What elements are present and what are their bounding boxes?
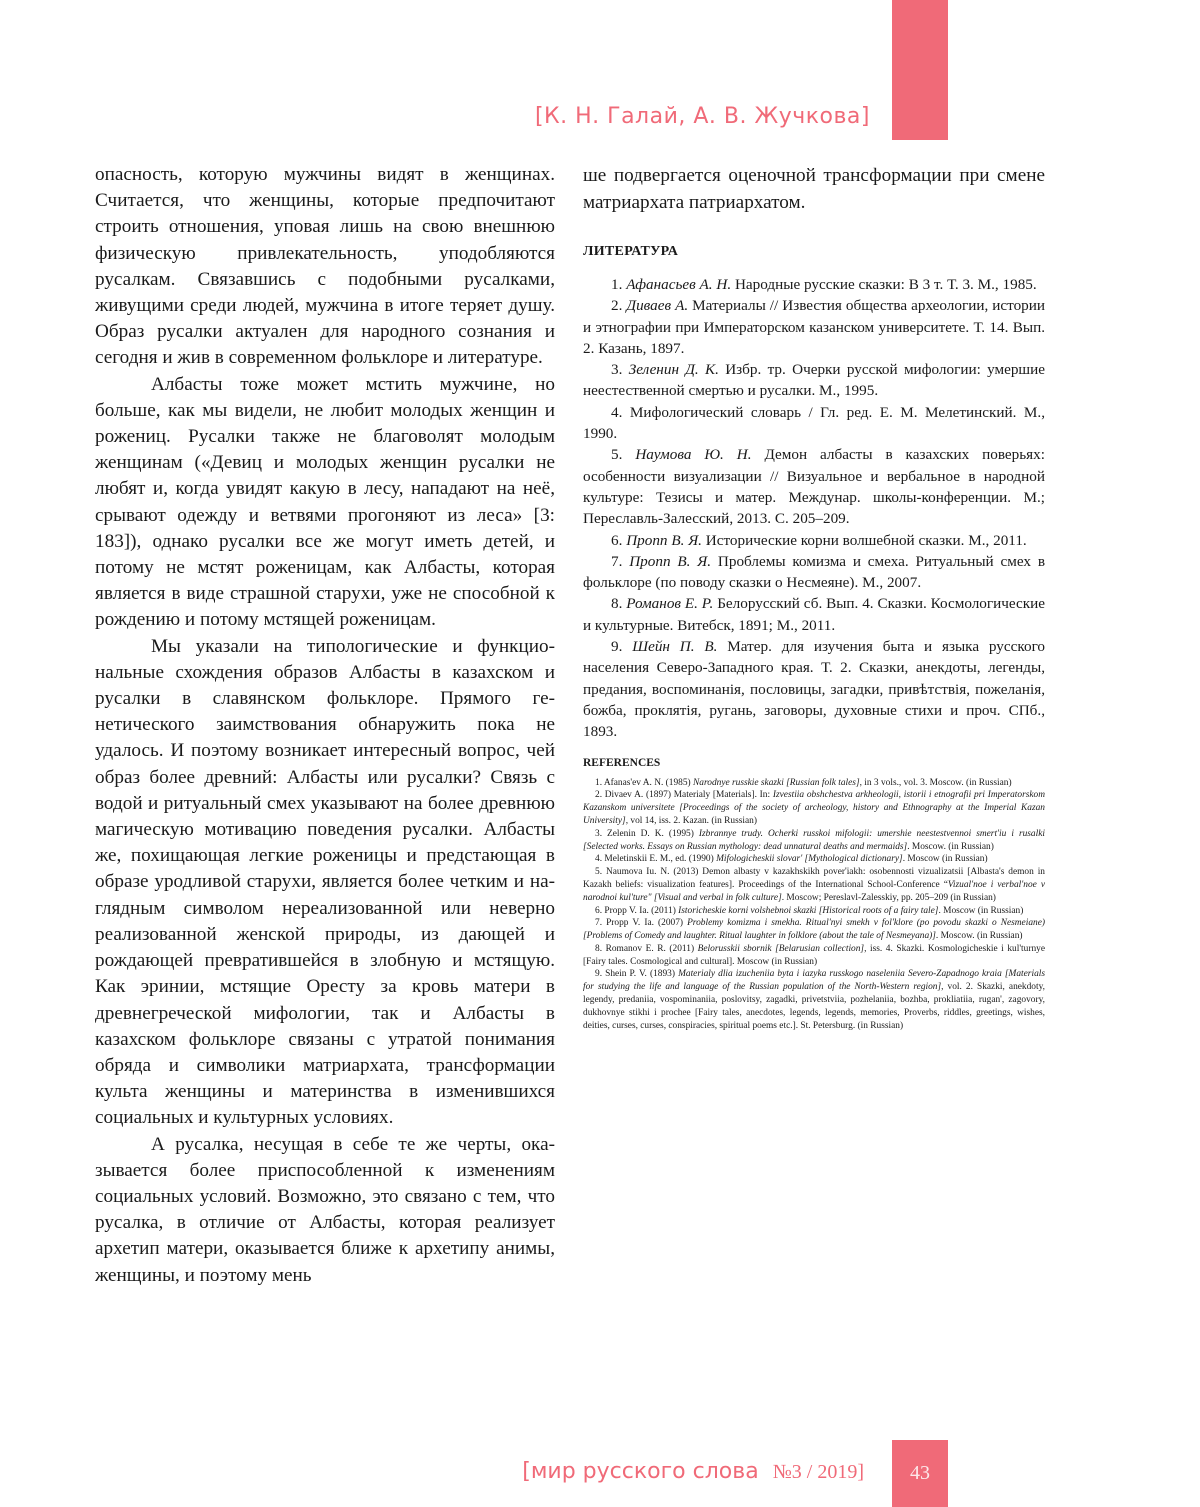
reference-entry-number: 3.: [595, 828, 603, 839]
reference-entry-tail: , vol 14, iss. 2. Kazan. (in Russian): [625, 815, 757, 826]
running-header-authors: [К. Н. Галай, А. В. Жучкова]: [534, 104, 870, 129]
literature-entry-number: 8.: [611, 595, 623, 613]
reference-entry-tail: . Moscow (in Russian): [938, 905, 1024, 916]
reference-entry-lead: Zelenin D. K. (1995): [602, 828, 699, 839]
literature-entry: [583, 444, 1045, 529]
reference-entry-tail: , vol. 2. Skazki, anekdoty, legendy, predaniia, vospominaniia, poslovitsy, zagadki, privetstviia, pozhelaniia, bozhba, prokliatiia, rugan', zagovory, dukhovnye stikhi i prochee [Fairy tales, anecdotes, legends, legends, memories, Proverbs, riddles, greetings, wishes, deities, curses, curses, conspiracies, spiritual poems etc.]. St. Petersburg. (in Russian): [583, 982, 1045, 1031]
reference-entry-number: 9.: [595, 969, 603, 980]
reference-entry-title: Mifologicheskii slovar' [Mythological dictionary]: [716, 854, 903, 865]
literature-entry: [583, 551, 1045, 594]
literature-entry: [583, 402, 1045, 445]
reference-entry-tail: , in 3 vols., vol. 3. Moscow. (in Russian): [859, 777, 1012, 788]
literature-entry-author: Пропп В. Я.: [629, 552, 712, 570]
reference-entry-title: Narodnye russkie skazki [Russian folk tales]: [693, 777, 860, 788]
running-footer-journal: [522, 1459, 864, 1484]
literature-entry-text: Матер. для изучения быта и языка русского населения Северо-Западного края. Т. 2. Сказки, анекдоты, легенды, предания, воспоминанія, пословицы, загадки, привѣтствія, пожеланія, божба, проклятія, ругань, заговоры, духовные стихи и проч. СПб., 1893.: [583, 638, 1046, 741]
reference-entry-title: Istoricheskie korni volshebnoi skazki [Historical roots of a fairy tale]: [678, 905, 939, 916]
literature-entry-text: Белорусский сб. Вып. 4. Сказки. Космологические и культурные. Витебск, 1891; М., 2011.: [583, 595, 1045, 634]
literature-entry-text: Мифологический словарь / Гл. ред. Е. М. Мелетинский. М., 1990.: [583, 403, 1046, 443]
literature-entry-number: 6.: [611, 531, 623, 549]
reference-entry-lead: Propp V. Ia. (2011): [602, 905, 679, 916]
reference-entry-number: 2.: [595, 790, 603, 801]
reference-entry-number: 8.: [595, 943, 603, 954]
literature-heading: ЛИТЕРАТУРА: [583, 244, 679, 259]
literature-entry-number: 2.: [611, 297, 623, 315]
reference-entry: [583, 968, 1045, 1032]
literature-entry-author: Зеленин Д. К.: [628, 361, 719, 379]
literature-entry-text: Исторические корни волшебной сказки. М., 2011.: [701, 531, 1027, 549]
reference-entry: [583, 917, 1045, 943]
reference-entry-lead: Propp V. Ia. (2007): [602, 918, 688, 929]
reference-entry: [583, 943, 1045, 969]
reference-entry-lead: Divaev A. (1897) Materialy [Materials]. In:: [602, 790, 773, 801]
literature-entry: [583, 530, 1045, 551]
reference-entry-tail: . Moscow (in Russian): [902, 854, 988, 865]
reference-entry-title: Materialy dlia izucheniia byta i iazyka russkogo naseleniia Severo-Zapadnogo kraia [Materials for studying the life and language of the Russian population of the North-Western region]: [583, 969, 1046, 993]
literature-entry: [583, 274, 1045, 295]
literature-entry-number: 1.: [611, 276, 623, 293]
reference-entry-tail: , iss. 4. Skazki. Kosmologicheskie i kul'turnye [Fairy tales. Cosmological and cultural]. Moscow (in Russian): [583, 943, 1045, 967]
left-paragraph-4: А русалка, несущая в себе те же черты, оказывается более приспособленной к изменениям социальных условий. Возможно, это связано с тем, что русалка, в отличие от Албасты, которая реализует архетип матери, оказывается ближе к архетипу анимы, женщины, и поэтому мень: [95, 1133, 555, 1286]
literature-entry-author: Шейн П. В.: [632, 638, 718, 656]
literature-entry-number: 7.: [611, 552, 623, 570]
reference-entry-number: 5.: [595, 867, 603, 878]
literature-entry: [583, 636, 1045, 742]
literature-entry-author: Романов Е. Р.: [626, 595, 714, 613]
right-intro-paragraph: ше подвергается оценочной трансформации при смене матриархата патриархатом.: [583, 165, 1045, 213]
reference-entry: [583, 866, 1045, 904]
reference-entry-number: 6.: [595, 905, 603, 916]
literature-entry-text: Народные русские сказки: В 3 т. Т. 3. М., 1985.: [731, 276, 1037, 293]
reference-entry-number: 1.: [595, 777, 603, 788]
literature-entry-number: 5.: [611, 446, 623, 464]
literature-entry-number: 4.: [611, 403, 623, 421]
literature-entry-author: Пропп В. Я.: [626, 531, 702, 549]
reference-entry-title: Izvestiia obshchestva arkheologii, istorii i etnografii pri Imperatorskom Kazanskom universitete [Proceedings of the society of archeology, history and Ethnography at the Imperial Kazan University]: [583, 790, 1046, 826]
reference-entry-number: 7.: [595, 918, 603, 929]
reference-entry-tail: . Moscow. (in Russian): [935, 931, 1023, 942]
references-list: [583, 777, 1045, 1033]
right-column: [583, 162, 1045, 1032]
reference-entry-tail: . Moscow; Pereslavl-Zalesskiy, pp. 205–209 (in Russian): [781, 892, 996, 903]
page-number: 43: [910, 1462, 930, 1484]
reference-entry-title: Problemy komizma i smekha. Ritual'nyi smekh v fol'klore (po povodu skazki o Nesmeiane) [Problems of Comedy and laughter. Ritual laughter in folklore (about the tale of Nesmeyana)]: [583, 918, 1045, 942]
literature-entry-text: Проблемы комизма и смеха. Ритуальный смех в фольклоре (по поводу сказки о Несмеяне). М., 2007.: [583, 552, 1045, 592]
reference-entry-lead: Meletinskii E. M., ed. (1990): [602, 854, 717, 865]
reference-entry: [583, 905, 1045, 918]
literature-list: [583, 274, 1045, 743]
literature-entry: [583, 593, 1045, 636]
literature-entry-author: Афанасьев А. Н.: [626, 276, 732, 293]
reference-entry-lead: Shein P. V. (1893): [602, 969, 679, 980]
literature-entry-number: 9.: [611, 638, 623, 656]
reference-entry-title: Belorusskii sbornik [Belarusian collection]: [697, 943, 865, 954]
literature-entry-author: Наумова Ю. Н.: [635, 446, 752, 464]
literature-entry-author: Диваев А.: [626, 297, 689, 315]
left-paragraph-2: Албасты тоже может мстить мужчине, но больше, как мы видели, не любит молодых женщин и рожениц. Русалки также не благоволят молодым женщинам («Девиц и молодых женщин русалки не любят и, когда увидят какую в лесу, нападают на неё, срывают одежду и ветвями прогоняют из леса» [3: 183]), однако русалки все же могут иметь детей, и потому не мстят роженицам, как Албасты, которая является в виде страшной старухи, уже не способной к рождению и потому мстящей роженицам.: [95, 373, 555, 631]
reference-entry: [583, 789, 1045, 827]
reference-entry-lead: Naumova Iu. N. (2013) Demon albasty v kazakhskikh pover'iakh: osobennosti vizualizatsii [Albasta's demon in Kazakh beliefs: visualization features]. Proceedings of the International School-Conference “: [583, 867, 1045, 890]
reference-entry: [583, 777, 1045, 790]
reference-entry-tail: . Moscow. (in Russian): [907, 841, 994, 852]
journal-title: [мир русского слова: [522, 1459, 759, 1484]
reference-entry-number: 4.: [595, 854, 603, 865]
reference-entry: [583, 853, 1045, 866]
reference-entry-lead: Afanas'ev A. N. (1985): [602, 777, 694, 788]
top-accent-bar: [892, 0, 948, 140]
literature-entry: [583, 295, 1045, 359]
reference-entry-title: Vizual'noe i verbal'noe v narodnoi kul'ture" [Visual and verbal in folk culture]: [583, 879, 1045, 903]
reference-entry: [583, 828, 1045, 854]
references-heading: REFERENCES: [583, 756, 661, 769]
literature-entry-text: Демон албасты в казахских поверьях: особенности визуализации // Визуальное и вербальное в народной культуре: Тезисы и матер. Междунар. школы-конференции. М.; Переславль-Залесский, 2013. С. 205–209.: [583, 446, 1045, 528]
reference-entry-title: Izbrannye trudy. Ocherki russkoi mifologii: umershie neestestvennoi smert'iu i rusalki [Selected works. Essays on Russian mythology: dead unnatural deaths and mermaids]: [583, 828, 1045, 852]
literature-entry-number: 3.: [611, 361, 623, 379]
literature-entry: [583, 359, 1045, 402]
left-column: [95, 162, 555, 1289]
journal-issue: №3 / 2019]: [772, 1461, 864, 1483]
left-paragraph-3: Мы указали на типологические и функциональные схождения образов Албасты в казахском и русалки в славянском фольклоре. Прямого генетического заимствования обнаружить пока не удалось. И поэтому возникает интересный вопрос, чей образ более древний: Албасты или русалки? Связь с водой и ритуальный смех указывают на более древнюю магическую мотивацию поведения русалки. Албасты же, похищающая легкие роженицы и предстающая в образе уродливой старухи, является более четким и наглядным символом нереализованной или неверно реализованной женской природы, из дающей и рождающей превратившейся в злобную и мстящую. Как эринии, мстящие Оресту за кровь матери в древнегреческой мифологии, так и Албасты в казахском фольклоре связаны с утратой понимания обряда и символики матриархата, трансформации культа женщины и материнства в изменившихся социальных и культурных условиях.: [95, 635, 555, 1129]
reference-entry-lead: Romanov E. R. (2011): [602, 943, 698, 954]
literature-entry-text: Избр. тр. Очерки русской мифологии: умершие неестественной смертью и русалки. М., 1995.: [583, 361, 1045, 400]
left-paragraph-1: опасность, которую мужчины видят в женщинах. Считается, что женщины, которые предпочитают строить отношения, уповая лишь на свою внешнюю физическую привлекательность, уподобляются русалкам. Связавшись с подобными русалками, живущими среди людей, мужчина в итоге теряет душу. Образ русалки актуален для народного сознания и сегодня и жив в современном фольклоре и литературе.: [95, 164, 555, 369]
literature-entry-text: Материалы // Известия общества археологии, истории и этнографии при Императорском казанском университете. Т. 14. Вып. 2. Казань, 1897.: [583, 297, 1046, 357]
